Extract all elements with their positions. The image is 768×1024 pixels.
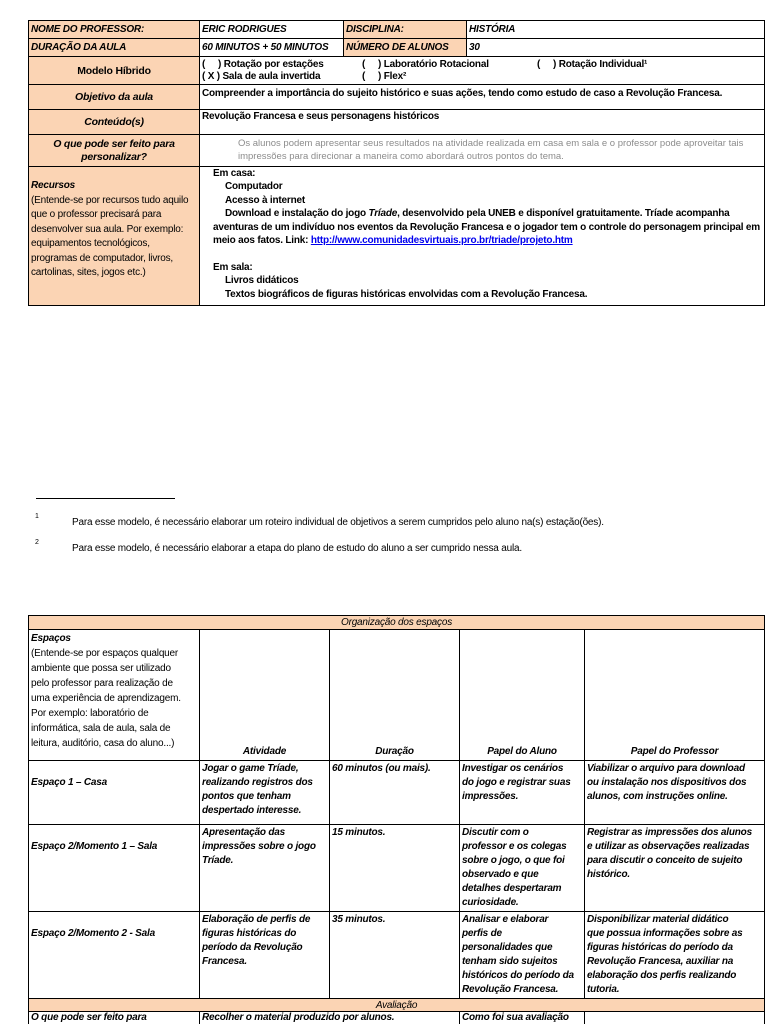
column-student-role: Papel do Aluno	[460, 630, 585, 761]
teacher-role-cell: Viabilizar o arquivo para download ou instalação nos dispositivos dos alunos, com instruções online.	[585, 761, 765, 825]
resources-row	[29, 167, 765, 306]
class-item-textbooks: Livros didáticos	[225, 275, 299, 287]
student-role-cell: Investigar os cenários do jogo e registrar suas impressões.	[460, 761, 585, 825]
download-prefix: Download e instalação do jogo	[225, 208, 369, 220]
space-label: Espaço 2/Momento 2 - Sala	[29, 912, 200, 999]
footnote-2-text: Para esse modelo, é necessário elaborar a etapa do plano de estudo do aluno a ser cumprido nessa aula.	[72, 543, 522, 554]
footnote-1-mark: 1	[35, 513, 39, 520]
spaces-label-cell	[29, 630, 200, 761]
content-row	[29, 110, 765, 135]
download-description: , desenvolvido pela UNEB e disponível gratuitamente. Tríade acompanha aventuras de um indivíduo nos eventos da Revolução Francesa e o jogador tem o controle do personagem principal em meio aos fatos. Link:	[213, 208, 760, 247]
model-options-line-1	[202, 59, 762, 71]
personalize-text: Os alunos podem apresentar seus resultados na atividade realizada em casa em sala e o professor pode aproveitar tais impressões para direcionar a maneira como abordará outros pontos do tema.	[200, 135, 765, 167]
evaluation-self-question: Como foi sua avaliação	[460, 1012, 585, 1024]
option-lab-rotation: ( ) Laboratório Rotacional	[362, 58, 489, 70]
class-item-biographies: Textos biográficos de figuras históricas envolvidas com a Revolução Francesa.	[225, 288, 588, 300]
game-link[interactable]: http://www.comunidadesvirtuais.pro.br/triade/projeto.htm	[310, 235, 573, 247]
column-teacher-role: Papel do Professor	[585, 630, 765, 761]
evaluation-answer: Recolher o material produzido por alunos.	[200, 1012, 460, 1024]
duration-cell: 60 minutos (ou mais).	[330, 761, 460, 825]
evaluation-question: O que pode ser feito para	[29, 1012, 200, 1024]
students-label: NÚMERO DE ALUNOS	[344, 39, 467, 57]
model-options	[200, 57, 765, 85]
option-flipped-classroom: ( X ) Sala de aula invertida	[202, 70, 321, 82]
option-flex: ( ) Flex²	[362, 70, 407, 82]
teacher-label: NOME DO PROFESSOR:	[29, 21, 200, 39]
resources-label: Recursos	[31, 180, 75, 191]
table-row	[29, 825, 765, 912]
personalize-row	[29, 135, 765, 167]
footnote-2-mark: 2	[35, 539, 39, 546]
home-heading: Em casa:	[213, 168, 256, 179]
lesson-info-table	[28, 20, 765, 306]
spaces-header-row	[29, 630, 765, 761]
duration-cell: 15 minutos.	[330, 825, 460, 912]
game-name: Tríade	[368, 208, 398, 220]
model-label: Modelo Híbrido	[29, 57, 200, 85]
evaluation-self-answer	[585, 1012, 765, 1024]
student-role-cell: Discutir com o professor e os colegas sobre o jogo, o que foi observado e que detalhes despertaram curiosidade.	[460, 825, 585, 912]
evaluation-row	[29, 1012, 765, 1024]
activity-cell: Apresentação das impressões sobre o jogo Tríade.	[200, 825, 330, 912]
spaces-table	[28, 615, 765, 1024]
column-activity: Atividade	[200, 630, 330, 761]
model-row	[29, 57, 765, 85]
teacher-role-cell: Registrar as impressões dos alunos e utilizar as observações realizadas para discutir o conceito de sujeito histórico.	[585, 825, 765, 912]
table-row	[29, 761, 765, 825]
spaces-title: Organização dos espaços	[29, 616, 765, 630]
spaces-description: (Entende-se por espaços qualquer ambiente que possa ser utilizado pelo professor para realização de uma experiência de aprendizagem. Por exemplo: laboratório de informática, sala de aula, sala de leitura, auditório, casa do aluno...)	[31, 648, 181, 749]
home-item-computer: Computador	[225, 181, 283, 193]
teacher-role-cell: Disponibilizar material didático que possua informações sobre as figuras históricas do período da Revolução Francesa, auxiliar na elaboração dos perfis realizando tutoria.	[585, 912, 765, 999]
objective-text: Compreender a importância do sujeito histórico e suas ações, tendo como estudo de caso a Revolução Francesa.	[200, 85, 765, 110]
activity-cell: Jogar o game Tríade, realizando registros dos pontos que tenham despertado interesse.	[200, 761, 330, 825]
evaluation-title-row	[29, 999, 765, 1012]
objective-label: Objetivo da aula	[29, 85, 200, 110]
duration-row	[29, 39, 765, 57]
student-role-cell: Analisar e elaborar perfis de personalidades que tenham sido sujeitos históricos do período da Revolução Francesa.	[460, 912, 585, 999]
subject-value: HISTÓRIA	[467, 21, 765, 39]
footnote-1	[0, 513, 768, 530]
resources-description: (Entende-se por recursos tudo aquilo que o professor precisará para desenvolver sua aula. Por exemplo: equipamentos tecnológicos, programas de computador, livros, cartolinas, sites, jogos etc.)	[31, 194, 189, 278]
teacher-row	[29, 21, 765, 39]
students-value: 30	[467, 39, 765, 57]
personalize-label: O que pode ser feito para personalizar?	[29, 135, 200, 167]
teacher-name: ERIC RODRIGUES	[200, 21, 344, 39]
option-individual-rotation: ( ) Rotação Individual¹	[537, 58, 648, 70]
footnote-2	[0, 539, 768, 556]
evaluation-title: Avaliação	[29, 999, 765, 1012]
objective-row	[29, 85, 765, 110]
download-paragraph	[213, 207, 762, 247]
class-heading: Em sala:	[213, 261, 253, 273]
duration-cell: 35 minutos.	[330, 912, 460, 999]
duration-label: DURAÇÃO DA AULA	[29, 39, 200, 57]
resources-label-cell	[29, 167, 200, 306]
column-duration: Duração	[330, 630, 460, 761]
option-station-rotation: ( ) Rotação por estações	[202, 58, 324, 70]
duration-value: 60 MINUTOS + 50 MINUTOS	[200, 39, 344, 57]
content-text: Revolução Francesa e seus personagens históricos	[200, 110, 765, 135]
model-options-line-2	[202, 71, 762, 83]
footnote-1-text: Para esse modelo, é necessário elaborar um roteiro individual de objetivos a serem cumpridos pelo aluno na(s) estação(ões).	[72, 517, 604, 528]
resources-content	[200, 167, 765, 306]
home-item-internet: Acesso à internet	[225, 194, 305, 206]
table-row	[29, 912, 765, 999]
activity-cell: Elaboração de perfis de figuras históricas do período da Revolução Francesa.	[200, 912, 330, 999]
space-label: Espaço 2/Momento 1 – Sala	[29, 825, 200, 912]
spaces-label: Espaços	[31, 633, 71, 644]
space-label: Espaço 1 – Casa	[29, 761, 200, 825]
content-label: Conteúdo(s)	[29, 110, 200, 135]
spaces-title-row	[29, 616, 765, 630]
subject-label: DISCIPLINA:	[344, 21, 467, 39]
footnote-separator	[36, 498, 175, 499]
